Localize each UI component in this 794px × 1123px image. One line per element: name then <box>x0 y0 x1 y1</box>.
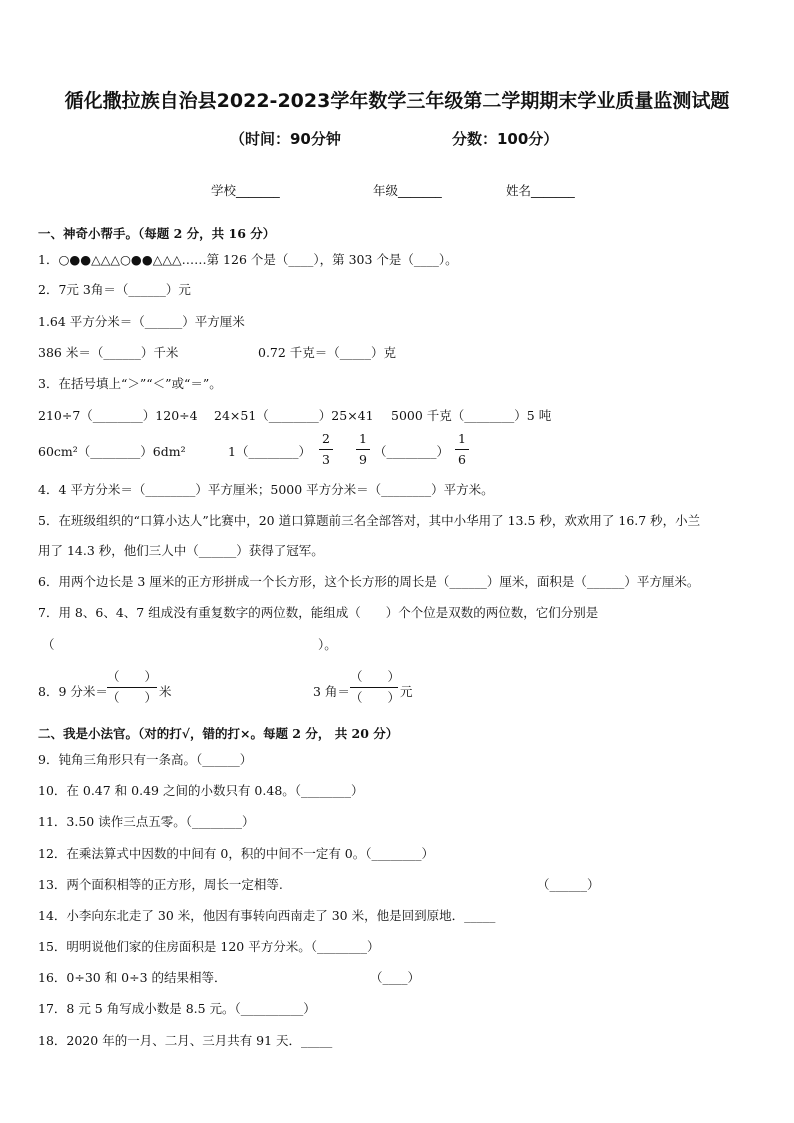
name-field[interactable]: 姓名_______ <box>506 183 575 198</box>
question-8-unit: 米 <box>159 684 172 699</box>
question-9: 9．钝角三角形只有一条高。（______） <box>38 752 253 767</box>
exam-score: 分数：100分） <box>452 130 559 148</box>
question-1: 1．○●●△△△○●●△△△……第 126 个是（____），第 303 个是（____）。 <box>38 252 458 267</box>
fraction-denominator: 3 <box>322 452 330 467</box>
question-3d: 60cm²（________）6dm² <box>38 444 186 459</box>
question-3f-blank: （________） <box>374 444 450 459</box>
question-2a: 2．7元 3角＝（______）元 <box>38 282 191 297</box>
grade-field[interactable]: 年级_______ <box>373 183 442 198</box>
fraction-blank <box>107 668 157 707</box>
question-3a: 210÷7（________）120÷4 <box>38 408 198 423</box>
question-7b-close: ）。 <box>318 637 337 652</box>
question-7b-open: （ <box>42 637 55 652</box>
question-17: 17．8 元 5 角写成小数是 8.5 元。（__________） <box>38 1001 316 1016</box>
question-3: 3．在括号填上“＞”“＜”或“＝”。 <box>38 376 222 391</box>
section2-heading: 二、我是小法官。（对的打√，错的打×。每题 2 分， 共 20 分） <box>38 726 399 741</box>
school-field[interactable]: 学校_______ <box>211 183 280 198</box>
question-8-prefix: 8．9 分米＝ <box>38 684 108 699</box>
question-15: 15．明明说他们家的住房面积是 120 平方分米。（________） <box>38 939 380 954</box>
question-13-blank: （______） <box>537 877 600 892</box>
fraction-denominator: （ ） <box>350 690 401 705</box>
fraction-denominator: 9 <box>359 452 367 467</box>
fraction-blank <box>350 668 401 707</box>
fraction-1-9 <box>356 430 370 469</box>
question-8b-prefix: 3 角＝ <box>313 684 350 699</box>
fraction-numerator: 2 <box>322 431 330 446</box>
question-3c: 5000 千克（________）5 吨 <box>391 408 552 423</box>
fraction-denominator: （ ） <box>107 690 158 705</box>
question-18: 18．2020 年的一月、二月、三月共有 91 天．_____ <box>38 1033 333 1048</box>
question-4: 4．4 平方分米＝（________）平方厘米；5000 平方分米＝（________）平方米。 <box>38 482 494 497</box>
question-8b-unit: 元 <box>400 684 413 699</box>
fraction-2-3 <box>319 430 333 469</box>
question-11: 11．3.50 读作三点五零。（________） <box>38 814 255 829</box>
question-2b: 1.64 平方分米＝（______）平方厘米 <box>38 314 245 329</box>
question-2c: 386 米＝（______）千米 <box>38 345 179 360</box>
question-6: 6．用两个边长是 3 厘米的正方形拼成一个长方形，这个长方形的周长是（______）厘米，面积是（______）平方厘米。 <box>38 574 700 589</box>
fraction-numerator: （ ） <box>350 669 401 684</box>
question-12: 12．在乘法算式中因数的中间有 0，积的中间不一定有 0。（________） <box>38 846 435 861</box>
question-10: 10．在 0.47 和 0.49 之间的小数只有 0.48。（________） <box>38 783 364 798</box>
question-13: 13．两个面积相等的正方形，周长一定相等. <box>38 877 283 892</box>
question-3b: 24×51（________）25×41 <box>214 408 374 423</box>
question-3e: 1（________） <box>228 444 311 459</box>
exam-time: （时间：90分钟 <box>230 130 341 148</box>
question-7a: 7．用 8、6、4、7 组成没有重复数字的两位数，能组成（ ）个个位是双数的两位数，它们分别是 <box>38 605 599 620</box>
fraction-1-6 <box>455 430 469 469</box>
question-2d: 0.72 千克＝（_____）克 <box>258 345 397 360</box>
question-14: 14．小李向东北走了 30 米，他因有事转向西南走了 30 米，他是回到原地．_____ <box>38 908 496 923</box>
question-16-blank: （____） <box>370 970 421 985</box>
fraction-denominator: 6 <box>458 452 466 467</box>
fraction-numerator: （ ） <box>107 669 158 684</box>
page-title: 循化撒拉族自治县2022-2023学年数学三年级第二学期期末学业质量监测试题 <box>64 90 730 112</box>
question-5a: 5．在班级组织的“口算小达人”比赛中，20 道口算题前三名全部答对，其中小华用了 13.5 秒，欢欢用了 16.7 秒，小兰 <box>38 513 701 528</box>
fraction-numerator: 1 <box>359 431 367 446</box>
section1-heading: 一、神奇小帮手。（每题 2 分，共 16 分） <box>38 226 276 241</box>
question-5b: 用了 14.3 秒，他们三人中（______）获得了冠军。 <box>38 543 324 558</box>
fraction-numerator: 1 <box>458 431 466 446</box>
question-16: 16．0÷30 和 0÷3 的结果相等． <box>38 970 227 985</box>
